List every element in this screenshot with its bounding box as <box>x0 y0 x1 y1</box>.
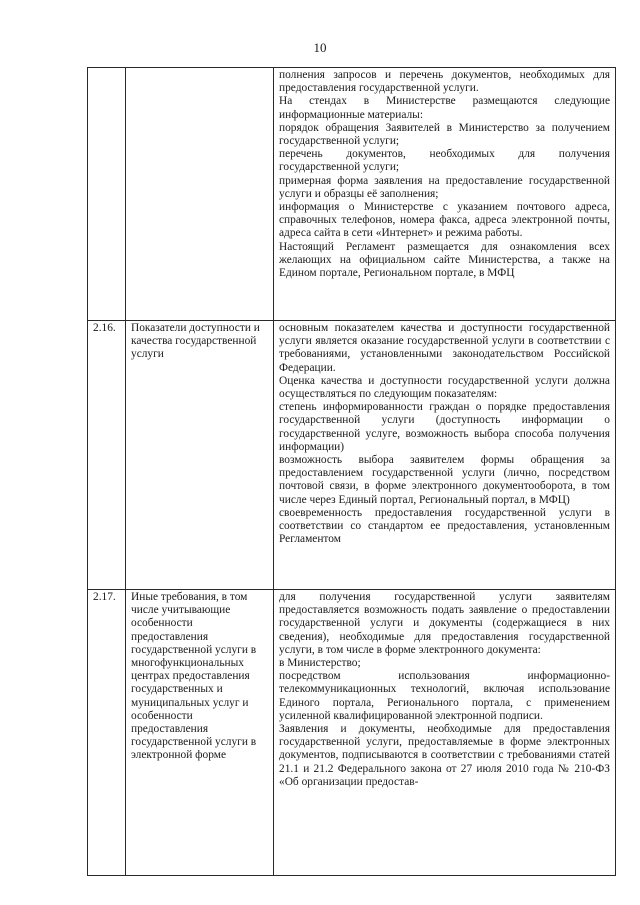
content-paragraph: На стендах в Министерстве размещаются следующие информационные материалы: <box>279 95 610 121</box>
content-paragraph: посредством использования информационно-телекоммуникационных технологий, включая использование Единого портала, Регионального портала, с применением усиленной квалифицированной электронной подписи. <box>279 670 610 722</box>
content-paragraph: Оценка качества и доступности государственной услуги должна осуществляться по следующим показателям: <box>279 374 610 401</box>
content-paragraph: своевременность предоставления государственной услуги в соответствии со стандартом ее предоставления, установленным Регламентом <box>279 506 610 546</box>
item-name: Показатели доступности и качества государственной услуги <box>126 321 274 590</box>
content-paragraph: основным показателем качества и доступности государственной услуги является оказание государственной услуги в соответствии с требованиями, установленными законодательством Российской Федерации. <box>279 322 610 374</box>
content-paragraph: перечень документов, необходимых для получения государственной услуги; <box>279 148 610 174</box>
table-row <box>88 321 616 590</box>
content-paragraph: в Министерство; <box>279 657 361 670</box>
item-name <box>126 68 274 321</box>
item-content <box>274 590 616 876</box>
content-paragraph: информация о Министерстве с указанием почтового адреса, справочных телефонов, номера факса, адреса электронной почты, адреса сайта в сети «Интернет» и режима работы. <box>279 201 610 240</box>
item-name: Иные требования, в том числе учитывающие особенности предоставления государственной услуги в многофункциональных центрах предоставления государственных и муниципальных услуг и особенности предоставления государственной услуги в электронной форме <box>126 590 274 876</box>
item-number: 2.17. <box>88 590 126 876</box>
table-row <box>88 68 616 321</box>
content-paragraph: для получения государственной услуги заявителям предоставляется возможность подать заявление о предоставлении государственной услуги и документы (содержащиеся в них сведения), необходимые для предоставления государственной услуги, в том числе в форме электронного документа: <box>279 591 610 656</box>
item-content <box>274 68 616 321</box>
item-number: 2.16. <box>88 321 126 590</box>
content-paragraph: Заявления и документы, необходимые для предоставления государственной услуги, предоставляемые в форме электронных документов, подписываются в соответствии с требованиями статей 21.1 и 21.2 Федерального закона от 27 июля 2010 года № 210-ФЗ «Об организации предостав- <box>279 723 610 788</box>
page-number: 10 <box>313 40 327 55</box>
regulation-table <box>87 67 616 876</box>
content-paragraph: полнения запросов и перечень документов, необходимых для предоставления государственной услуги. <box>279 69 610 95</box>
content-paragraph: примерная форма заявления на предоставление государственной услуги и образцы её заполнения; <box>279 174 610 200</box>
table-row <box>88 590 616 876</box>
content-paragraph: возможность выбора заявителем формы обращения за предоставлением государственной услуги (лично, посредством почтовой связи, в форме электронного документооборота, в том числе через Единый портал, Региональный портал, в МФЦ) <box>279 454 610 506</box>
content-paragraph: Настоящий Регламент размещается для ознакомления всех желающих на официальном сайте Министерства, а также на Едином портале, Региональном портале, в МФЦ <box>279 240 610 280</box>
content-paragraph: порядок обращения Заявителей в Министерство за получением государственной услуги; <box>279 121 610 148</box>
content-paragraph: степень информированности граждан о порядке предоставления государственной услуги (доступность информации о государственной услуге, возможность выбора способа получения информации) <box>279 401 610 453</box>
item-number <box>88 68 126 321</box>
item-content <box>274 321 616 590</box>
